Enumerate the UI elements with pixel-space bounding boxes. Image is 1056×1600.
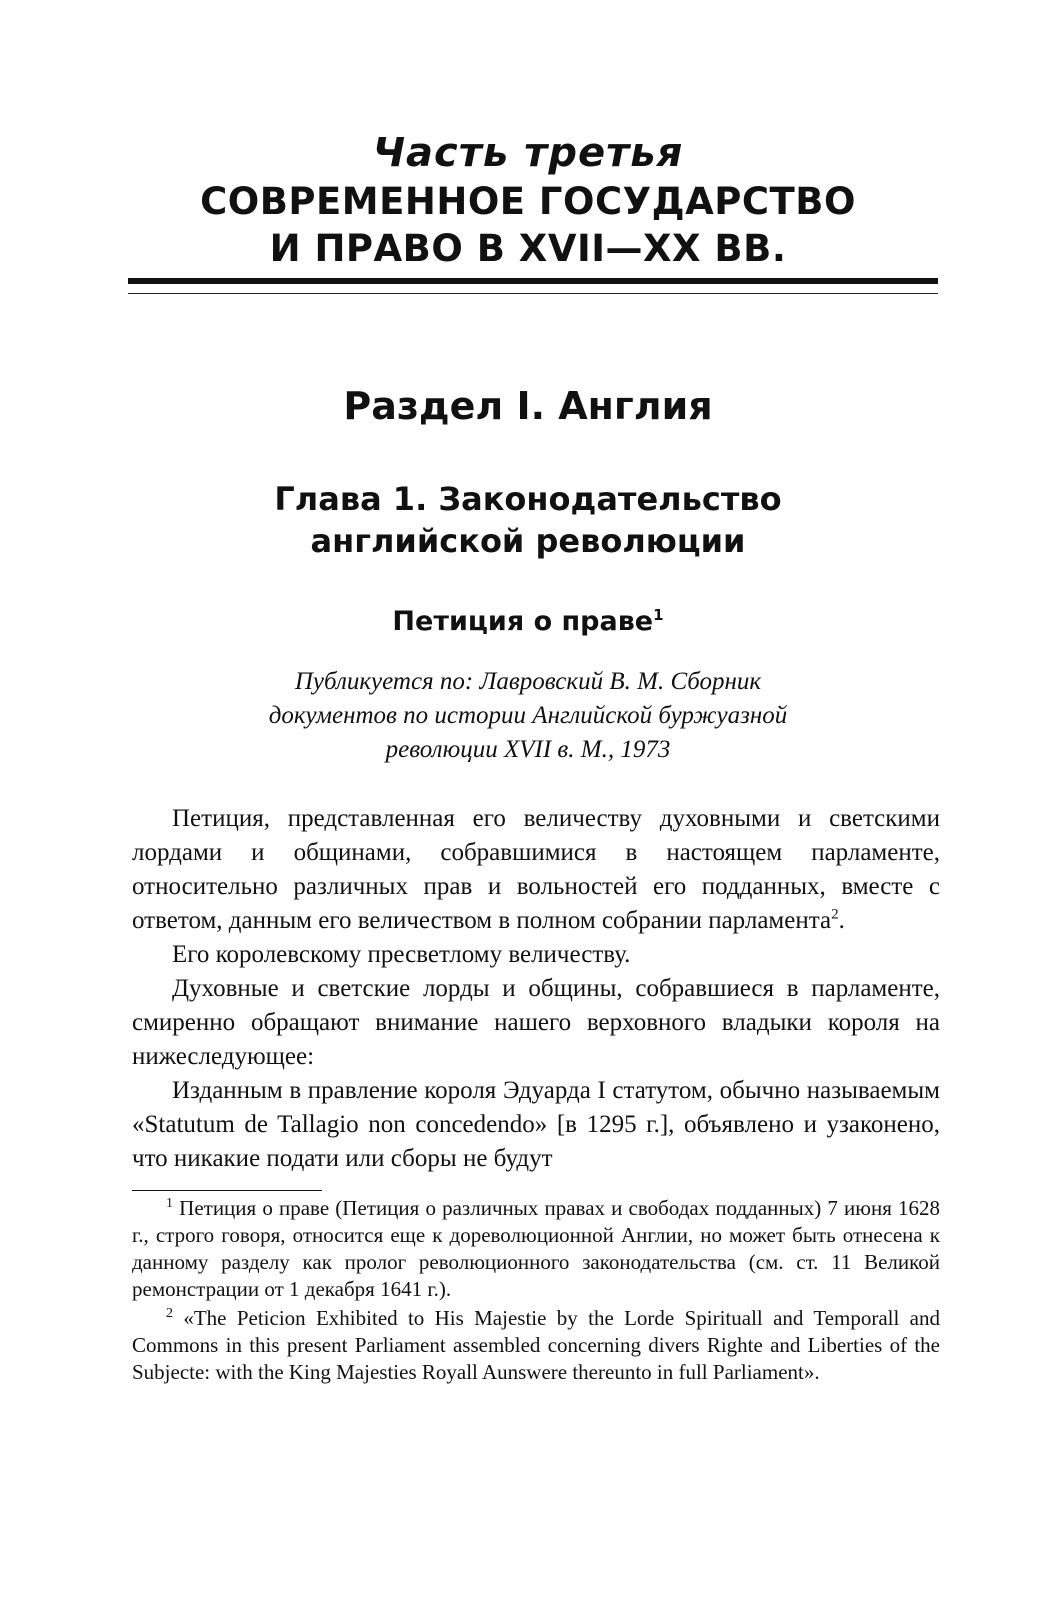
chapter-title [0,478,1056,562]
footnote-number: 1 [166,1196,173,1211]
footnote-marker: 1 [653,606,664,624]
document-title-text: Петиция о праве [392,606,654,637]
part-heading [0,128,1056,272]
heading-rule-thin [128,293,938,294]
body-text [132,802,940,1176]
chapter-title-line-1: Глава 1. Законодательство [274,480,782,518]
paragraph-text: Петиция, представленная его величеству духовными и светскими лордами и общинами, собравшимися в настоящем парламенте, относительно различных прав и вольностей его подданных, вместе с ответом, данным его величеством в полном собрании парламента [132,805,940,934]
source-line-3: революции XVII в. М., 1973 [385,736,671,763]
source-note [0,665,1056,767]
paragraph-end: . [838,907,845,934]
paragraph [132,802,940,938]
heading-rule-thick [128,278,938,284]
footnote-marker: 2 [831,906,839,923]
section-title: Раздел I. Англия [343,384,713,428]
chapter-title-line-2: английской революции [310,522,746,560]
footnote-separator [132,1190,322,1191]
paragraph: Духовные и светские лорды и общины, собравшиеся в парламенте, смиренно обращают внимание нашего верховного владыки короля на нижеследующее: [132,975,940,1070]
footnotes [132,1195,940,1386]
source-line-2: документов по истории Английской буржуазной [268,702,788,729]
part-label: Часть третья [372,130,684,176]
paragraph: Его королевскому пресветлому величеству. [172,941,631,968]
footnote-number: 2 [166,1306,173,1321]
footnote [132,1195,940,1303]
part-title-line-2: И ПРАВО В XVII—XX ВВ. [269,227,787,270]
footnote-text: Петиция о праве (Петиция о различных правах и свободах подданных) 7 июня 1628 г., строго говоря, относится еще к дореволюционной Англии, но может быть отнесена к данному разделу как пролог революционного законодательства (см. ст. 11 Великой ремонстрации от 1 декабря 1641 г.). [132,1196,941,1301]
footnote-text: «The Peticion Exhibited to His Majestie by the Lorde Spirituall and Temporall and Commons in this present Parliament assembled concerning divers Righte and Liberties of the Subjecte: with the King Majesties Royall Aunswere thereunto in full Parliament». [132,1306,941,1384]
part-title-line-1: СОВРЕМЕННОЕ ГОСУДАРСТВО [200,180,856,223]
source-line-1: Публикуется по: Лавровский В. М. Сборник [294,668,762,695]
document-title [0,605,1056,639]
footnote [132,1305,940,1386]
paragraph: Изданным в правление короля Эдуарда I статутом, обычно называемым «Statutum de Tallagio non concedendo» [в 1295 г.], объявлено и узаконено, что никакие подати или сборы не будут [132,1077,940,1172]
